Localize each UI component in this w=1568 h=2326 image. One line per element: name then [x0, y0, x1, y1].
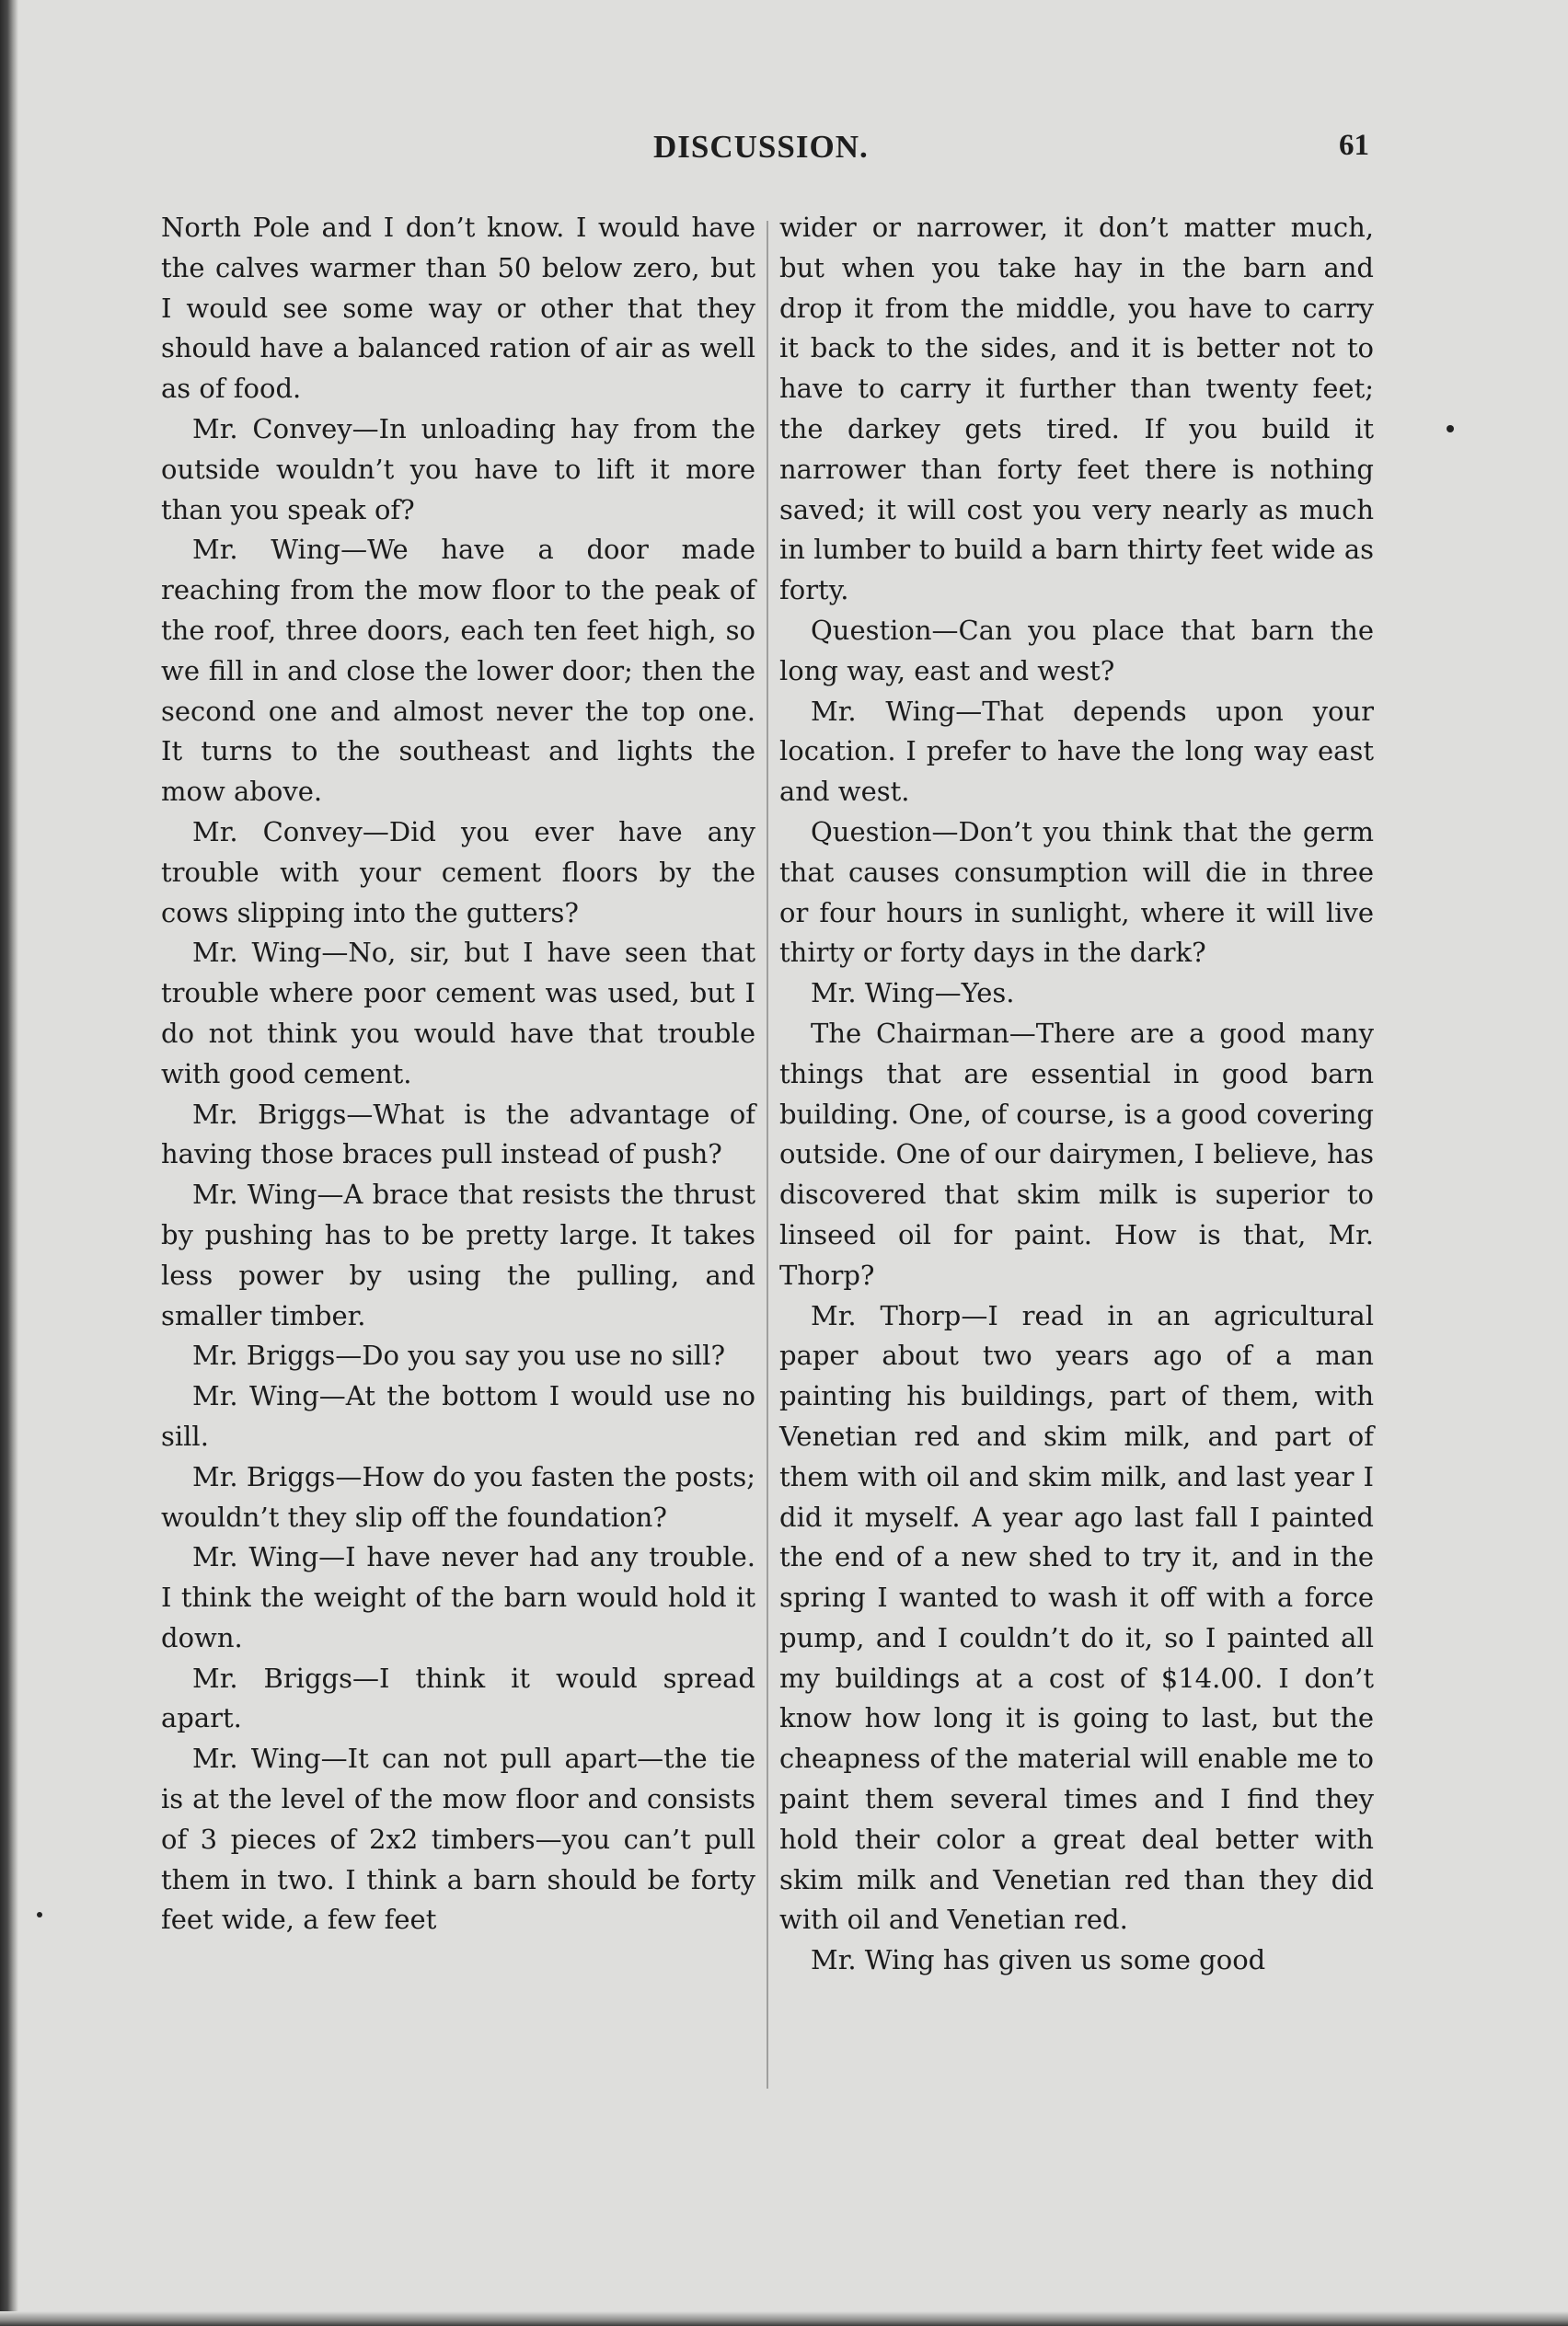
binding-shadow — [0, 0, 18, 2326]
ink-speck — [37, 1912, 42, 1917]
paragraph: The Chairman—There are a good many things that are essential in good barn building. One, of course, is a good covering outside. One of our dairymen, I believe, has discovered that skim milk is superior to linseed oil for paint. How is that, Mr. Thorp? — [779, 1017, 1374, 1291]
paragraph: wider or narrower, it don’t matter much, but when you take hay in the barn and drop it from the middle, you have to carry it back to the sides, and it is better not to have to carry it further than twenty feet; the darkey gets tired. If you build it narrower than forty feet there is nothing saved; it will cost you very nearly as much in lumber to build a barn thirty feet wide as forty. — [779, 212, 1374, 606]
paragraph: Mr. Wing—We have a door made reaching from the mow floor to the peak of the roof, three doors, each ten feet high, so we fill in and close the lower door; then the second one and almost never the top one. It turns to the southeast and lights the mow above. — [161, 534, 755, 808]
right-column — [779, 208, 1374, 1981]
paragraph: Mr. Convey—In unloading hay from the outside wouldn’t you have to lift it more than you speak of? — [161, 412, 755, 525]
paragraph: North Pole and I don’t know. I would have the calves warmer than 50 below zero, but I would see some way or other that they should have a balanced ration of air as well as of food. — [161, 212, 755, 405]
paragraph: Mr. Wing—I have never had any trouble. I think the weight of the barn would hold it down. — [161, 1541, 755, 1653]
paragraph: Mr. Wing has given us some good — [811, 1944, 1266, 1976]
paragraph: Mr. Wing—Yes. — [811, 977, 1015, 1009]
column-divider — [767, 221, 768, 2089]
page-header — [0, 129, 1568, 184]
paragraph: Mr. Wing—A brace that resists the thrust by pushing has to be pretty large. It takes less power by using the pulling, and smaller timber. — [161, 1179, 755, 1331]
paragraph: Mr. Wing—At the bottom I would use no sill. — [161, 1380, 755, 1452]
bottom-shadow — [0, 2311, 1568, 2326]
paragraph: Mr. Wing—No, sir, but I have seen that trouble where poor cement was used, but I do not think you would have that trouble with good cement. — [161, 937, 755, 1089]
paragraph: Mr. Briggs—How do you fasten the posts; wouldn’t they slip off the foundation? — [161, 1460, 755, 1533]
running-head: DISCUSSION. — [653, 129, 869, 165]
paragraph: Mr. Wing—That depends upon your location. I prefer to have the long way east and west. — [779, 695, 1374, 808]
page-number: 61 — [1339, 129, 1369, 162]
paragraph: Mr. Briggs—I think it would spread apart. — [161, 1662, 755, 1734]
paragraph: Mr. Convey—Did you ever have any trouble with your cement floors by the cows slipping into the gutters? — [161, 815, 755, 928]
ink-speck — [1447, 425, 1454, 432]
paragraph: Mr. Briggs—Do you say you use no sill? — [192, 1340, 725, 1372]
paragraph: Question—Can you place that barn the long way, east and west? — [779, 614, 1374, 686]
paragraph: Mr. Thorp—I read in an agricultural paper about two years ago of a man painting his buildings, part of them, with Venetian red and skim milk, and part of them with oil and skim milk, and last year I did it myself. A year ago last fall I painted the end of a new shed to try it, and in the spring I wanted to wash it off with a force pump, and I couldn’t do it, so I painted all my buildings at a cost of $14.00. I don’t know how long it is going to last, but the cheapness of the material will enable me to paint them several times and I find they hold their color a great deal better with skim milk and Venetian red than they did with oil and Venetian red. — [779, 1299, 1374, 1936]
paragraph: Mr. Wing—It can not pull apart—the tie is at the level of the mow floor and consists of 3 pieces of 2x2 timbers—you can’t pull them in two. I think a barn should be forty feet wide, a few feet — [161, 1743, 755, 1936]
paragraph: Question—Don’t you think that the germ that causes consumption will die in three or four hours in sunlight, where it will live thirty or forty days in the dark? — [779, 815, 1374, 969]
left-column — [161, 208, 755, 1940]
paragraph: Mr. Briggs—What is the advantage of having those braces pull instead of push? — [161, 1098, 755, 1170]
